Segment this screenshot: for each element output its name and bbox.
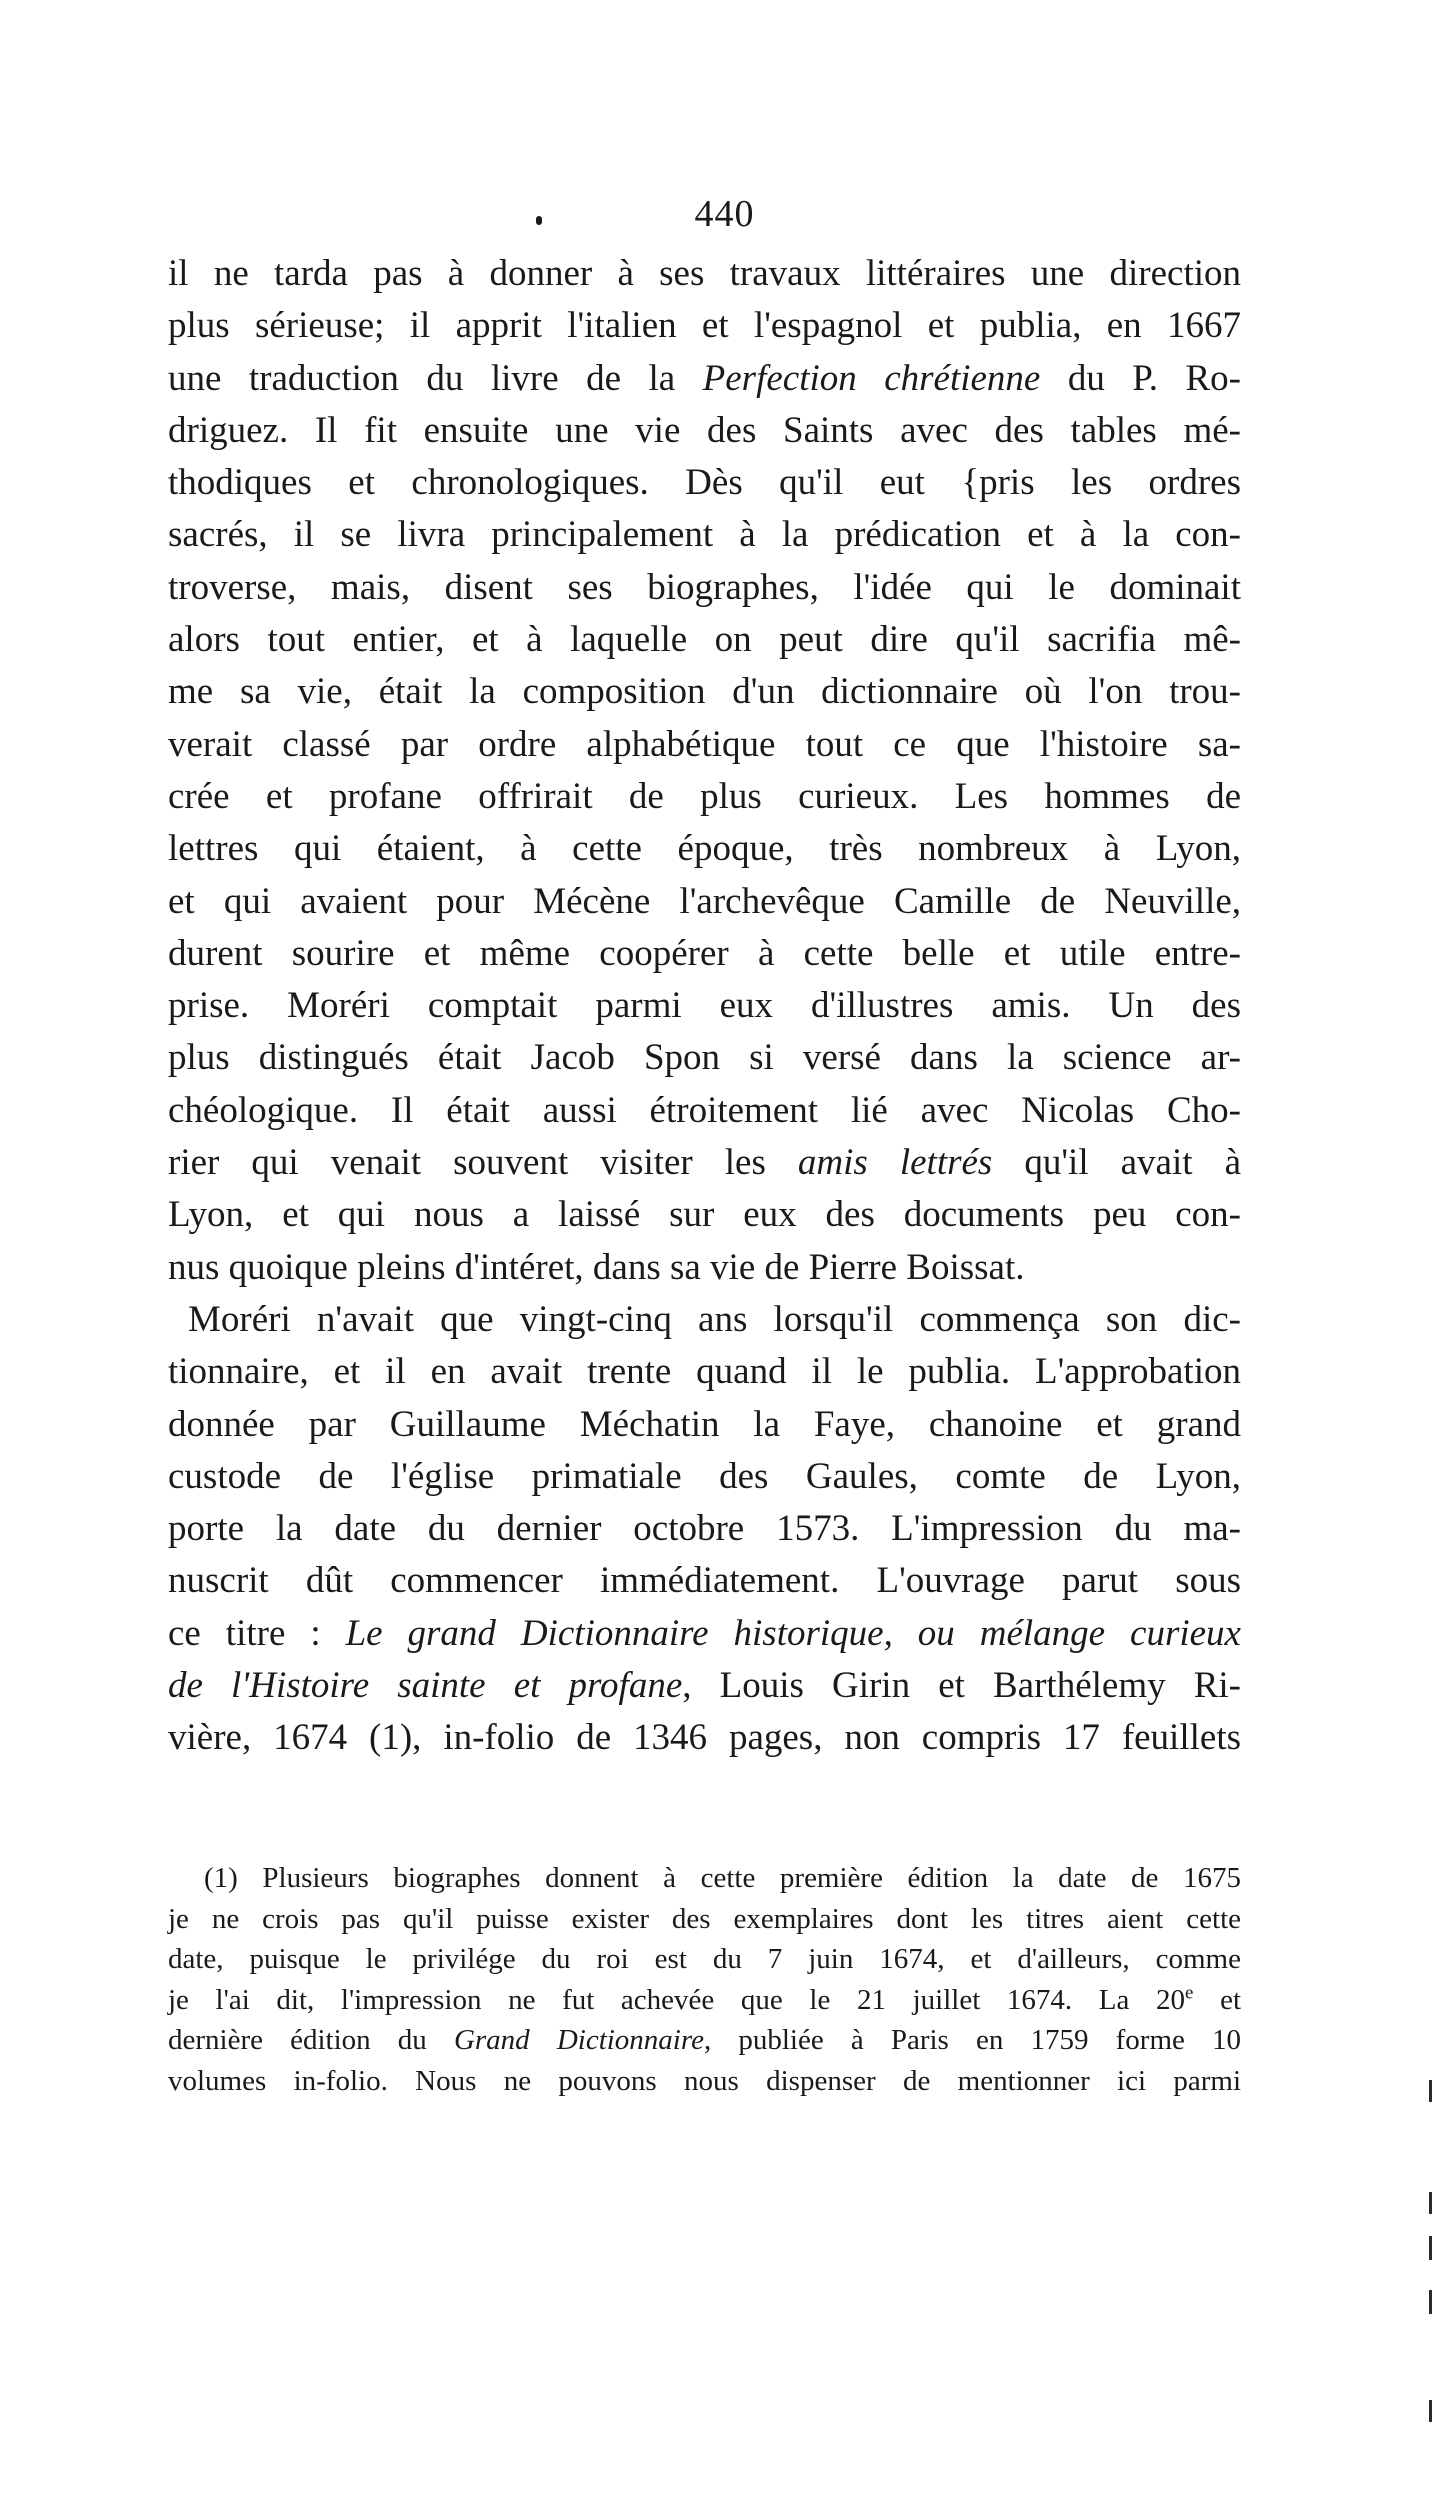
text-line: driguez. Il fit ensuite une vie des Saints avec des tables mé-	[168, 409, 1241, 451]
text-line: lettres qui étaient, à cette époque, très nombreux à Lyon,	[168, 828, 1241, 870]
footnote	[168, 1858, 1241, 2101]
text-line: tionnaire, et il en avait trente quand il le publia. L'approbation	[168, 1351, 1241, 1393]
text-line: une traduction du livre de la Perfection chrétienne du P. Ro-	[168, 357, 1241, 399]
text-line: plus sérieuse; il apprit l'italien et l'espagnol et publia, en 1667	[168, 305, 1241, 347]
text-line: ce titre : Le grand Dictionnaire historique, ou mélange curieux	[168, 1612, 1241, 1654]
text-line: alors tout entier, et à laquelle on peut dire qu'il sacrifia mê-	[168, 619, 1241, 661]
body-text	[168, 248, 1241, 1765]
footnote-line: je ne crois pas qu'il puisse exister des exemplaires dont les titres aient cette	[168, 1902, 1241, 1935]
text-line: de l'Histoire sainte et profane, Louis Girin et Barthélemy Ri-	[168, 1665, 1241, 1707]
footnote-line: je l'ai dit, l'impression ne fut achevée que le 21 juillet 1674. La 20e et	[168, 1981, 1241, 2016]
text-line: troverse, mais, disent ses biographes, l'idée qui le dominait	[168, 566, 1241, 608]
margin-mark	[1429, 2236, 1432, 2260]
text-line: Moréri n'avait que vingt-cinq ans lorsqu'il commença son dic-	[188, 1298, 1241, 1340]
italic-title: Le grand Dictionnaire historique, ou mélange curieux	[345, 1612, 1241, 1654]
italic-title: Perfection chrétienne	[702, 357, 1041, 399]
page-number: 440	[694, 193, 755, 235]
footnote-line: dernière édition du Grand Dictionnaire, publiée à Paris en 1759 forme 10	[168, 2024, 1242, 2056]
margin-mark	[1429, 2290, 1432, 2314]
margin-mark	[1429, 2400, 1432, 2422]
text-line: rier qui venait souvent visiter les amis lettrés qu'il avait à	[168, 1142, 1241, 1184]
text-line: il ne tarda pas à donner à ses travaux littéraires une direction	[168, 253, 1241, 294]
italic-phrase: amis lettrés	[797, 1142, 993, 1184]
text-line: porte la date du dernier octobre 1573. L'impression du ma-	[168, 1508, 1241, 1550]
text-line: verait classé par ordre alphabétique tout ce que l'histoire sa-	[168, 723, 1241, 765]
text-line: et qui avaient pour Mécène l'archevêque Camille de Neuville,	[168, 880, 1241, 922]
text-line: donnée par Guillaume Méchatin la Faye, chanoine et grand	[168, 1403, 1241, 1445]
margin-mark	[1429, 2080, 1432, 2102]
text-line: chéologique. Il était aussi étroitement lié avec Nicolas Cho-	[168, 1089, 1241, 1131]
text-line: vière, 1674 (1), in-folio de 1346 pages, non compris 17 feuillets	[168, 1717, 1241, 1759]
footnote-line: date, puisque le privilége du roi est du 7 juin 1674, et d'ailleurs, comme	[168, 1943, 1241, 1975]
margin-mark	[1429, 2192, 1432, 2214]
ink-mark	[536, 216, 542, 225]
text-line: plus distingués était Jacob Spon si versé dans la science ar-	[168, 1037, 1241, 1079]
italic-title: Grand Dictionnaire	[453, 2024, 704, 2056]
text-line: nuscrit dût commencer immédiatement. L'ouvrage parut sous	[168, 1560, 1241, 1602]
text-line: durent sourire et même coopérer à cette belle et utile entre-	[168, 932, 1241, 974]
text-line: thodiques et chronologiques. Dès qu'il eut {pris les ordres	[168, 462, 1241, 504]
text-line: sacrés, il se livra principalement à la prédication et à la con-	[168, 514, 1241, 556]
footnote-line: (1) Plusieurs biographes donnent à cette première édition la date de 1675	[204, 1862, 1241, 1894]
superscript: e	[1185, 1981, 1194, 2003]
italic-title: de l'Histoire sainte et profane	[168, 1665, 683, 1707]
text-line: prise. Moréri comptait parmi eux d'illustres amis. Un des	[168, 985, 1241, 1027]
text-line: Lyon, et qui nous a laissé sur eux des documents peu con-	[168, 1194, 1241, 1236]
text-line: custode de l'église primatiale des Gaules, comte de Lyon,	[168, 1455, 1241, 1497]
text-line: crée et profane offrirait de plus curieux. Les hommes de	[168, 775, 1241, 817]
text-line: me sa vie, était la composition d'un dictionnaire où l'on trou-	[168, 671, 1241, 713]
footnote-line: volumes in-folio. Nous ne pouvons nous dispenser de mentionner ici parmi	[168, 2064, 1241, 2097]
text-line: nus quoique pleins d'intéret, dans sa vie de Pierre Boissat.	[168, 1246, 1025, 1288]
